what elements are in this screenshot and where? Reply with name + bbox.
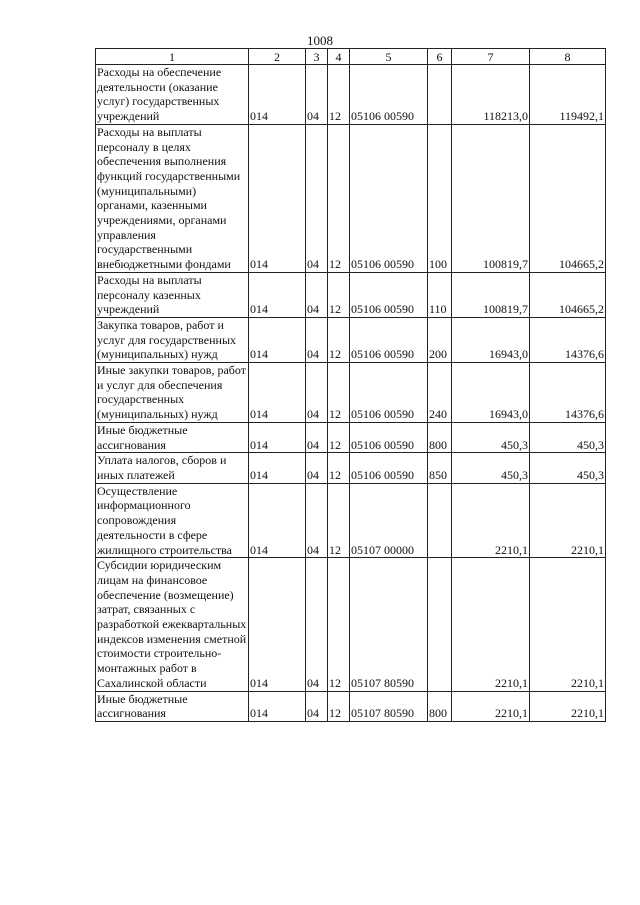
column-header: 6 [428, 49, 452, 65]
cell-amount-2: 2210,1 [530, 691, 606, 721]
column-header: 2 [249, 49, 306, 65]
cell-expense-type: 850 [428, 453, 452, 483]
cell-target-article: 05106 00590 [350, 363, 428, 423]
cell-amount-2: 104665,2 [530, 124, 606, 272]
row-name: Иные бюджетные ассигнования [96, 691, 249, 721]
cell-subsection: 12 [328, 558, 350, 691]
table-row [96, 124, 606, 272]
cell-section: 04 [306, 422, 328, 452]
table-row [96, 272, 606, 317]
cell-expense-type [428, 483, 452, 558]
cell-target-article: 05106 00590 [350, 317, 428, 362]
cell-subsection: 12 [328, 453, 350, 483]
row-name: Закупка товаров, работ и услуг для государственных (муниципальных) нужд [96, 317, 249, 362]
table-row [96, 691, 606, 721]
row-name: Расходы на выплаты персоналу казенных учреждений [96, 272, 249, 317]
cell-expense-type [428, 558, 452, 691]
table-row [96, 65, 606, 125]
cell-expense-type: 100 [428, 124, 452, 272]
cell-amount-1: 450,3 [452, 453, 530, 483]
cell-expense-type: 240 [428, 363, 452, 423]
cell-subsection: 12 [328, 65, 350, 125]
row-name: Расходы на выплаты персоналу в целях обеспечения выполнения функций государственными (муниципальными) органами, казенными учреждениями, органами управления государственными внебюджетными фондами [96, 124, 249, 272]
cell-subsection: 12 [328, 317, 350, 362]
cell-expense-type: 800 [428, 422, 452, 452]
cell-amount-2: 14376,6 [530, 317, 606, 362]
cell-section: 04 [306, 272, 328, 317]
cell-amount-1: 450,3 [452, 422, 530, 452]
header-row [96, 49, 606, 65]
cell-target-article: 05106 00590 [350, 453, 428, 483]
cell-target-article: 05106 00590 [350, 124, 428, 272]
budget-table [95, 48, 606, 722]
cell-ministry: 014 [249, 124, 306, 272]
cell-section: 04 [306, 317, 328, 362]
cell-section: 04 [306, 124, 328, 272]
table-row [96, 317, 606, 362]
cell-subsection: 12 [328, 363, 350, 423]
cell-amount-1: 2210,1 [452, 558, 530, 691]
cell-ministry: 014 [249, 272, 306, 317]
cell-amount-1: 100819,7 [452, 124, 530, 272]
cell-section: 04 [306, 691, 328, 721]
cell-target-article: 05107 00000 [350, 483, 428, 558]
cell-target-article: 05107 80590 [350, 691, 428, 721]
cell-amount-2: 14376,6 [530, 363, 606, 423]
cell-amount-1: 100819,7 [452, 272, 530, 317]
column-header: 1 [96, 49, 249, 65]
row-name: Осуществление информационного сопровождения деятельности в сфере жилищного строительства [96, 483, 249, 558]
cell-section: 04 [306, 483, 328, 558]
row-name: Иные закупки товаров, работ и услуг для обеспечения государственных (муниципальных) нужд [96, 363, 249, 423]
cell-ministry: 014 [249, 558, 306, 691]
column-header: 8 [530, 49, 606, 65]
cell-ministry: 014 [249, 453, 306, 483]
cell-amount-2: 450,3 [530, 422, 606, 452]
column-header: 3 [306, 49, 328, 65]
cell-section: 04 [306, 558, 328, 691]
cell-ministry: 014 [249, 363, 306, 423]
row-name: Расходы на обеспечение деятельности (оказание услуг) государственных учреждений [96, 65, 249, 125]
cell-amount-2: 119492,1 [530, 65, 606, 125]
cell-subsection: 12 [328, 483, 350, 558]
cell-target-article: 05106 00590 [350, 272, 428, 317]
table-row [96, 483, 606, 558]
cell-expense-type [428, 65, 452, 125]
column-header: 7 [452, 49, 530, 65]
table-row [96, 453, 606, 483]
cell-amount-1: 16943,0 [452, 317, 530, 362]
cell-subsection: 12 [328, 422, 350, 452]
cell-ministry: 014 [249, 65, 306, 125]
cell-section: 04 [306, 65, 328, 125]
row-name: Субсидии юридическим лицам на финансовое обеспечение (возмещение) затрат, связанных с разработкой ежеквартальных индексов изменения сметной стоимости строительно-монтажных работ в Сахалинской области [96, 558, 249, 691]
cell-amount-2: 2210,1 [530, 483, 606, 558]
cell-target-article: 05107 80590 [350, 558, 428, 691]
cell-section: 04 [306, 453, 328, 483]
cell-subsection: 12 [328, 272, 350, 317]
cell-amount-1: 2210,1 [452, 691, 530, 721]
row-name: Уплата налогов, сборов и иных платежей [96, 453, 249, 483]
cell-subsection: 12 [328, 691, 350, 721]
cell-amount-2: 450,3 [530, 453, 606, 483]
row-name: Иные бюджетные ассигнования [96, 422, 249, 452]
table-row [96, 422, 606, 452]
cell-subsection: 12 [328, 124, 350, 272]
table-row [96, 558, 606, 691]
column-header: 5 [350, 49, 428, 65]
cell-amount-2: 104665,2 [530, 272, 606, 317]
cell-expense-type: 200 [428, 317, 452, 362]
cell-expense-type: 110 [428, 272, 452, 317]
cell-amount-1: 2210,1 [452, 483, 530, 558]
cell-target-article: 05106 00590 [350, 422, 428, 452]
table-row [96, 363, 606, 423]
column-header: 4 [328, 49, 350, 65]
cell-expense-type: 800 [428, 691, 452, 721]
cell-target-article: 05106 00590 [350, 65, 428, 125]
cell-ministry: 014 [249, 483, 306, 558]
cell-ministry: 014 [249, 422, 306, 452]
cell-section: 04 [306, 363, 328, 423]
page-number: 1008 [307, 33, 333, 48]
cell-amount-1: 118213,0 [452, 65, 530, 125]
cell-ministry: 014 [249, 317, 306, 362]
cell-ministry: 014 [249, 691, 306, 721]
cell-amount-2: 2210,1 [530, 558, 606, 691]
cell-amount-1: 16943,0 [452, 363, 530, 423]
